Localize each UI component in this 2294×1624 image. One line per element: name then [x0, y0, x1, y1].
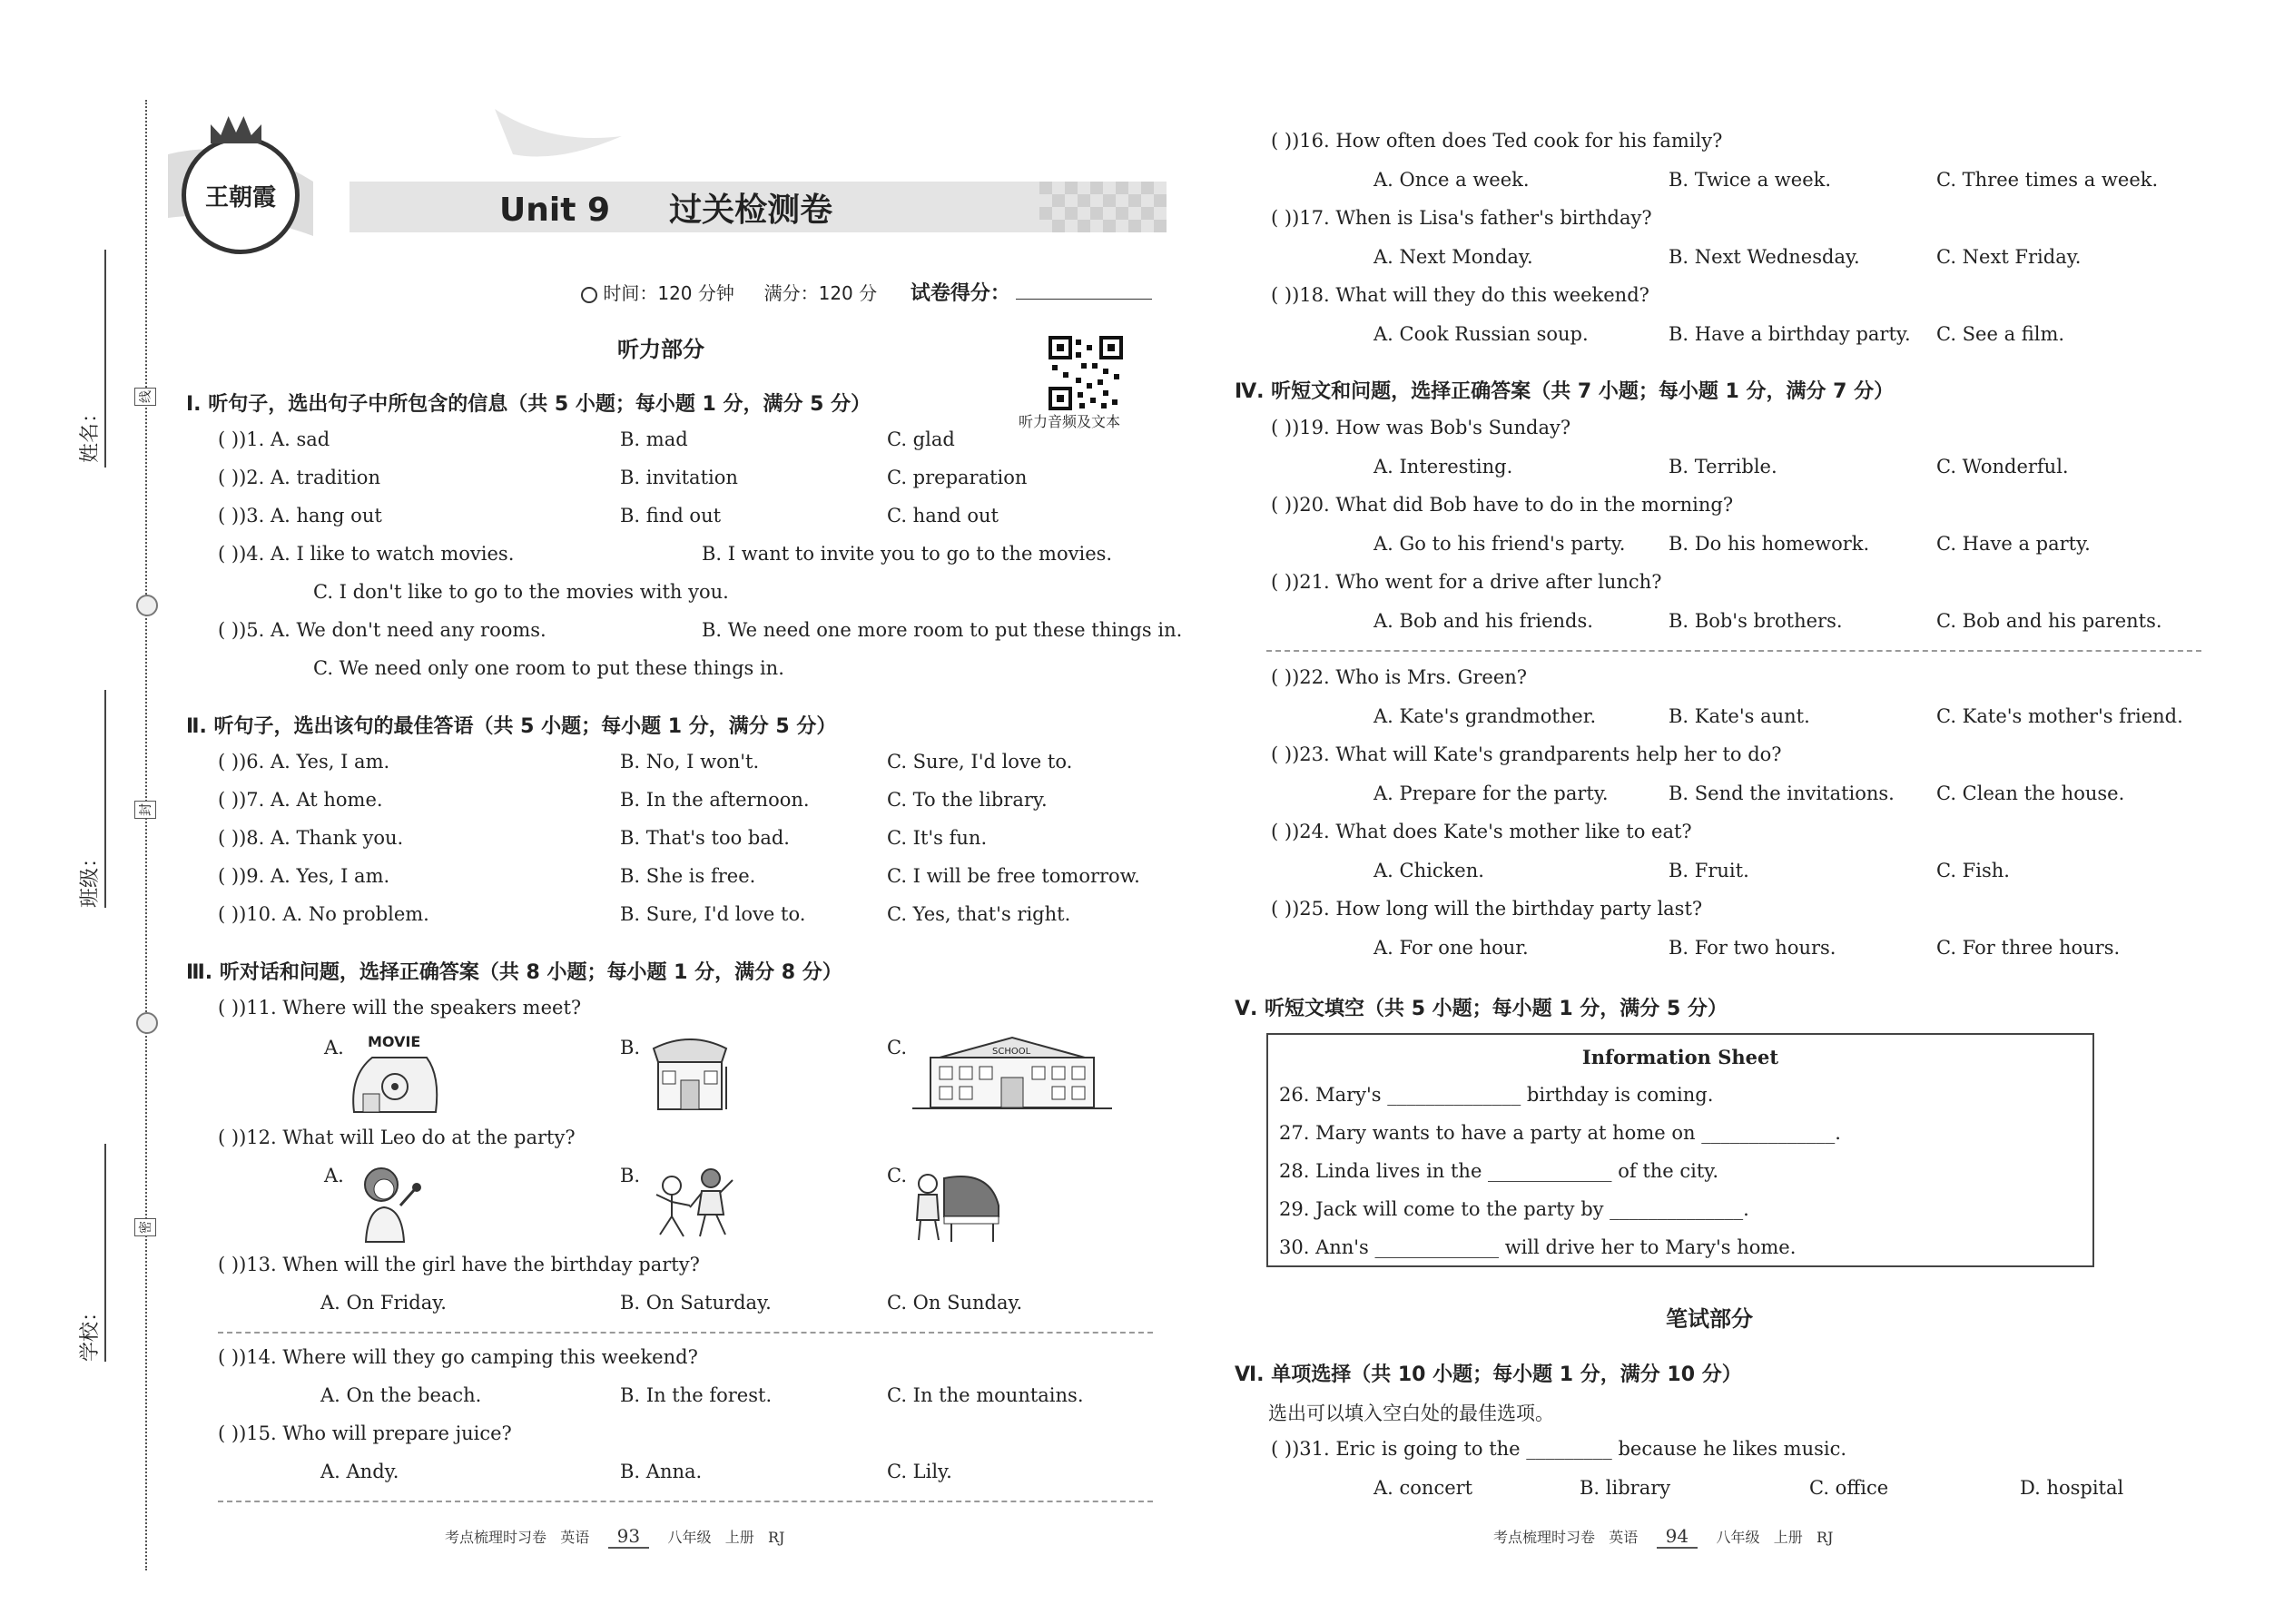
- logo: [182, 136, 300, 254]
- qr-code-icon[interactable]: [1049, 336, 1123, 410]
- section-6-title: Ⅵ. 单项选择（共 10 小题；每小题 1 分，满分 10 分）: [1235, 1363, 1742, 1386]
- q3-stem: ( ))3. A. hang out: [218, 505, 382, 527]
- cut-mark-1: 线: [134, 388, 156, 406]
- divider: [1266, 650, 2201, 652]
- q24-c: C. Fish.: [1936, 860, 2010, 881]
- q21-a: A. Bob and his friends.: [1373, 610, 1593, 632]
- answer-paren[interactable]: ( ): [218, 1422, 240, 1444]
- info-line-28[interactable]: 28. Linda lives in the _____________ of the city.: [1279, 1160, 1719, 1182]
- answer-paren[interactable]: ( ): [218, 467, 240, 488]
- q14-b: B. In the forest.: [620, 1384, 773, 1406]
- section-5-title: Ⅴ. 听短文填空（共 5 小题；每小题 1 分，满分 5 分）: [1235, 998, 1728, 1020]
- answer-paren[interactable]: ( ): [1271, 207, 1293, 229]
- answer-paren[interactable]: ( ): [218, 505, 240, 527]
- qr-label: 听力音频及文本: [1019, 413, 1121, 430]
- q13-stem: ( ))13. When will the girl have the birthday party?: [218, 1254, 700, 1275]
- q17-a: A. Next Monday.: [1373, 246, 1533, 268]
- page-number: 94: [1657, 1525, 1698, 1549]
- section-6-instruction: 选出可以填入空白处的最佳选项。: [1268, 1403, 1554, 1424]
- q4-b: B. I want to invite you to go to the movies.: [702, 543, 1113, 565]
- movie-sign: MOVIE: [368, 1033, 421, 1050]
- q31-c: C. office: [1809, 1477, 1889, 1499]
- q12-a: A.: [324, 1165, 344, 1186]
- piano-picture-icon[interactable]: [908, 1160, 1008, 1244]
- q11-stem: ( ))11. Where will the speakers meet?: [218, 997, 582, 1019]
- divider: [218, 1332, 1153, 1334]
- footer-left: 考点梳理时习卷 英语 93 八年级 上册 RJ: [445, 1525, 785, 1547]
- footer-right: 考点梳理时习卷 英语 94 八年级 上册 RJ: [1493, 1525, 1834, 1547]
- logo-text: 王朝霞: [204, 183, 276, 212]
- q24-a: A. Chicken.: [1373, 860, 1484, 881]
- answer-paren[interactable]: ( ): [218, 1127, 240, 1148]
- q16-a: A. Once a week.: [1373, 169, 1530, 191]
- school-label: 学校：: [79, 1301, 102, 1362]
- q6-c: C. Sure, I'd love to.: [887, 751, 1073, 773]
- school-sign: SCHOOL: [992, 1047, 1031, 1057]
- q2-b: B. invitation: [620, 467, 738, 488]
- class-label: 班级：: [79, 847, 102, 908]
- q21-c: C. Bob and his parents.: [1936, 610, 2162, 632]
- q20-c: C. Have a party.: [1936, 533, 2091, 555]
- answer-paren[interactable]: ( ): [218, 1346, 240, 1368]
- divider: [218, 1501, 1153, 1502]
- q12-c: C.: [887, 1165, 907, 1186]
- q11-c: C.: [887, 1037, 907, 1058]
- q10-c: C. Yes, that's right.: [887, 903, 1071, 925]
- answer-paren[interactable]: ( ): [1271, 571, 1293, 593]
- hole-icon: [136, 595, 158, 616]
- q17-b: B. Next Wednesday.: [1669, 246, 1860, 268]
- q23-b: B. Send the invitations.: [1669, 782, 1895, 804]
- q18-b: B. Have a birthday party.: [1669, 323, 1911, 345]
- q7-b: B. In the afternoon.: [620, 789, 810, 811]
- q3-b: B. find out: [620, 505, 722, 527]
- answer-paren[interactable]: ( ): [1271, 1438, 1293, 1460]
- title-label: 过关检测卷: [669, 192, 833, 229]
- q6-b: B. No, I won't.: [620, 751, 760, 773]
- q1-c: C. glad: [887, 428, 955, 450]
- info-line-27[interactable]: 27. Mary wants to have a party at home on ______________.: [1279, 1122, 1841, 1144]
- q31-a: A. concert: [1373, 1477, 1473, 1499]
- q31-b: B. library: [1580, 1477, 1671, 1499]
- section-3-title: Ⅲ. 听对话和问题，选择正确答案（共 8 小题；每小题 1 分，满分 8 分）: [186, 961, 842, 984]
- answer-paren[interactable]: ( ): [1271, 130, 1293, 152]
- q18-stem: ( ))18. What will they do this weekend?: [1271, 284, 1649, 306]
- q10-b: B. Sure, I'd love to.: [620, 903, 806, 925]
- school-underline: [104, 1144, 106, 1362]
- q25-c: C. For three hours.: [1936, 937, 2121, 959]
- info-sheet-title: Information Sheet: [1581, 1046, 1779, 1068]
- q19-a: A. Interesting.: [1373, 456, 1513, 477]
- q2-stem: ( ))2. A. tradition: [218, 467, 380, 488]
- q23-a: A. Prepare for the party.: [1373, 782, 1609, 804]
- answer-paren[interactable]: ( ): [218, 619, 240, 641]
- q20-b: B. Do his homework.: [1669, 533, 1870, 555]
- time-label: 时间：120 分钟: [603, 282, 734, 304]
- section-1-title: Ⅰ. 听句子，选出句子中所包含的信息（共 5 小题；每小题 1 分，满分 5 分）: [186, 393, 871, 416]
- q13-a: A. On Friday.: [320, 1292, 447, 1314]
- q23-stem: ( ))23. What will Kate's grandparents help her to do?: [1271, 743, 1782, 765]
- page-title: [499, 184, 832, 231]
- hole-icon: [136, 1012, 158, 1034]
- q15-stem: ( ))15. Who will prepare juice?: [218, 1422, 512, 1444]
- answer-paren[interactable]: ( ): [1271, 743, 1293, 765]
- cinema-picture-icon[interactable]: [345, 1030, 445, 1114]
- name-label: 姓名：: [79, 402, 102, 463]
- exam-info: [581, 278, 1152, 306]
- answer-paren[interactable]: ( ): [1271, 666, 1293, 688]
- section-4-title: Ⅳ. 听短文和问题，选择正确答案（共 7 小题；每小题 1 分，满分 7 分）: [1235, 380, 1895, 403]
- q16-b: B. Twice a week.: [1669, 169, 1832, 191]
- q1-stem: ( ))1. A. sad: [218, 428, 330, 450]
- answer-paren[interactable]: ( ): [218, 751, 240, 773]
- paper-score-blank[interactable]: [1016, 299, 1152, 300]
- dancing-picture-icon[interactable]: [640, 1160, 740, 1244]
- q20-stem: ( ))20. What did Bob have to do in the morning?: [1271, 494, 1734, 516]
- q12-stem: ( ))12. What will Leo do at the party?: [218, 1127, 576, 1148]
- q31-stem: ( ))31. Eric is going to the _________ because he likes music.: [1271, 1438, 1847, 1460]
- q24-b: B. Fruit.: [1669, 860, 1749, 881]
- margin-dotted-line: [145, 100, 147, 1570]
- q12-b: B.: [620, 1165, 641, 1186]
- q17-stem: ( ))17. When is Lisa's father's birthday?: [1271, 207, 1652, 229]
- q13-b: B. On Saturday.: [620, 1292, 772, 1314]
- q3-c: C. hand out: [887, 505, 999, 527]
- q1-b: B. mad: [620, 428, 688, 450]
- q11-b: B.: [620, 1037, 641, 1058]
- answer-paren[interactable]: ( ): [218, 997, 240, 1019]
- q8-c: C. It's fun.: [887, 827, 988, 849]
- q2-c: C. preparation: [887, 467, 1028, 488]
- answer-paren[interactable]: ( ): [1271, 821, 1293, 842]
- q5-stem: ( ))5. A. We don't need any rooms.: [218, 619, 546, 641]
- q9-c: C. I will be free tomorrow.: [887, 865, 1140, 887]
- q22-b: B. Kate's aunt.: [1669, 705, 1810, 727]
- info-line-29[interactable]: 29. Jack will come to the party by ______________.: [1279, 1198, 1749, 1220]
- q7-c: C. To the library.: [887, 789, 1048, 811]
- q24-stem: ( ))24. What does Kate's mother like to eat?: [1271, 821, 1692, 842]
- cut-mark-3: 密: [134, 1218, 156, 1236]
- q22-c: C. Kate's mother's friend.: [1936, 705, 2183, 727]
- singing-picture-icon[interactable]: [350, 1162, 431, 1245]
- q16-stem: ( ))16. How often does Ted cook for his family?: [1271, 130, 1723, 152]
- school-picture-icon[interactable]: [912, 1030, 1112, 1114]
- info-line-26[interactable]: 26. Mary's ______________ birthday is coming.: [1279, 1084, 1714, 1106]
- q15-a: A. Andy.: [320, 1461, 399, 1482]
- q17-c: C. Next Friday.: [1936, 246, 2082, 268]
- clock-icon: [581, 287, 597, 303]
- q21-b: B. Bob's brothers.: [1669, 610, 1843, 632]
- q4-c: C. I don't like to go to the movies with you.: [313, 581, 729, 603]
- q19-c: C. Wonderful.: [1936, 456, 2069, 477]
- name-underline: [104, 250, 106, 468]
- shop-picture-icon[interactable]: [645, 1030, 735, 1114]
- q14-a: A. On the beach.: [320, 1384, 482, 1406]
- q7-stem: ( ))7. A. At home.: [218, 789, 383, 811]
- q19-b: B. Terrible.: [1669, 456, 1777, 477]
- paper-score-label: 试卷得分：: [910, 282, 1010, 305]
- cut-mark-2: 封: [134, 801, 156, 819]
- information-sheet: [1266, 1033, 2094, 1267]
- answer-paren[interactable]: ( ): [1271, 284, 1293, 306]
- q6-stem: ( ))6. A. Yes, I am.: [218, 751, 390, 773]
- answer-paren[interactable]: ( ): [218, 827, 240, 849]
- answer-paren[interactable]: ( ): [1271, 898, 1293, 920]
- answer-paren[interactable]: ( ): [1271, 494, 1293, 516]
- answer-paren[interactable]: ( ): [1271, 417, 1293, 438]
- full-score-label: 满分：120 分: [763, 282, 878, 304]
- listening-title: 听力部分: [617, 337, 704, 362]
- page-number: 93: [608, 1525, 649, 1549]
- q18-c: C. See a film.: [1936, 323, 2065, 345]
- q23-c: C. Clean the house.: [1936, 782, 2125, 804]
- answer-paren[interactable]: ( ): [218, 903, 240, 925]
- q13-c: C. On Sunday.: [887, 1292, 1023, 1314]
- q10-stem: ( ))10. A. No problem.: [218, 903, 429, 925]
- class-underline: [104, 690, 106, 908]
- answer-paren[interactable]: ( ): [218, 543, 240, 565]
- q21-stem: ( ))21. Who went for a drive after lunch?: [1271, 571, 1662, 593]
- unit-label: Unit 9: [499, 192, 610, 229]
- q9-b: B. She is free.: [620, 865, 756, 887]
- q15-b: B. Anna.: [620, 1461, 703, 1482]
- written-title: 笔试部分: [1666, 1306, 1753, 1332]
- answer-paren[interactable]: ( ): [218, 1254, 240, 1275]
- q11-a: A.: [324, 1037, 344, 1058]
- q14-c: C. In the mountains.: [887, 1384, 1084, 1406]
- section-2-title: Ⅱ. 听句子，选出该句的最佳答语（共 5 小题；每小题 1 分，满分 5 分）: [186, 715, 837, 738]
- q25-stem: ( ))25. How long will the birthday party last?: [1271, 898, 1703, 920]
- q22-stem: ( ))22. Who is Mrs. Green?: [1271, 666, 1528, 688]
- answer-paren[interactable]: ( ): [218, 789, 240, 811]
- answer-paren[interactable]: ( ): [218, 428, 240, 450]
- q22-a: A. Kate's grandmother.: [1373, 705, 1597, 727]
- q4-stem: ( ))4. A. I like to watch movies.: [218, 543, 515, 565]
- q8-b: B. That's too bad.: [620, 827, 790, 849]
- q19-stem: ( ))19. How was Bob's Sunday?: [1271, 417, 1571, 438]
- q16-c: C. Three times a week.: [1936, 169, 2159, 191]
- q25-a: A. For one hour.: [1373, 937, 1529, 959]
- q14-stem: ( ))14. Where will they go camping this weekend?: [218, 1346, 698, 1368]
- q5-b: B. We need one more room to put these things in.: [702, 619, 1183, 641]
- q8-stem: ( ))8. A. Thank you.: [218, 827, 404, 849]
- q18-a: A. Cook Russian soup.: [1373, 323, 1589, 345]
- q25-b: B. For two hours.: [1669, 937, 1836, 959]
- q31-d: D. hospital: [2020, 1477, 2124, 1499]
- q9-stem: ( ))9. A. Yes, I am.: [218, 865, 390, 887]
- q15-c: C. Lily.: [887, 1461, 952, 1482]
- answer-paren[interactable]: ( ): [218, 865, 240, 887]
- info-line-30[interactable]: 30. Ann's _____________ will drive her to Mary's home.: [1279, 1236, 1797, 1258]
- q20-a: A. Go to his friend's party.: [1373, 533, 1626, 555]
- q5-c: C. We need only one room to put these things in.: [313, 657, 784, 679]
